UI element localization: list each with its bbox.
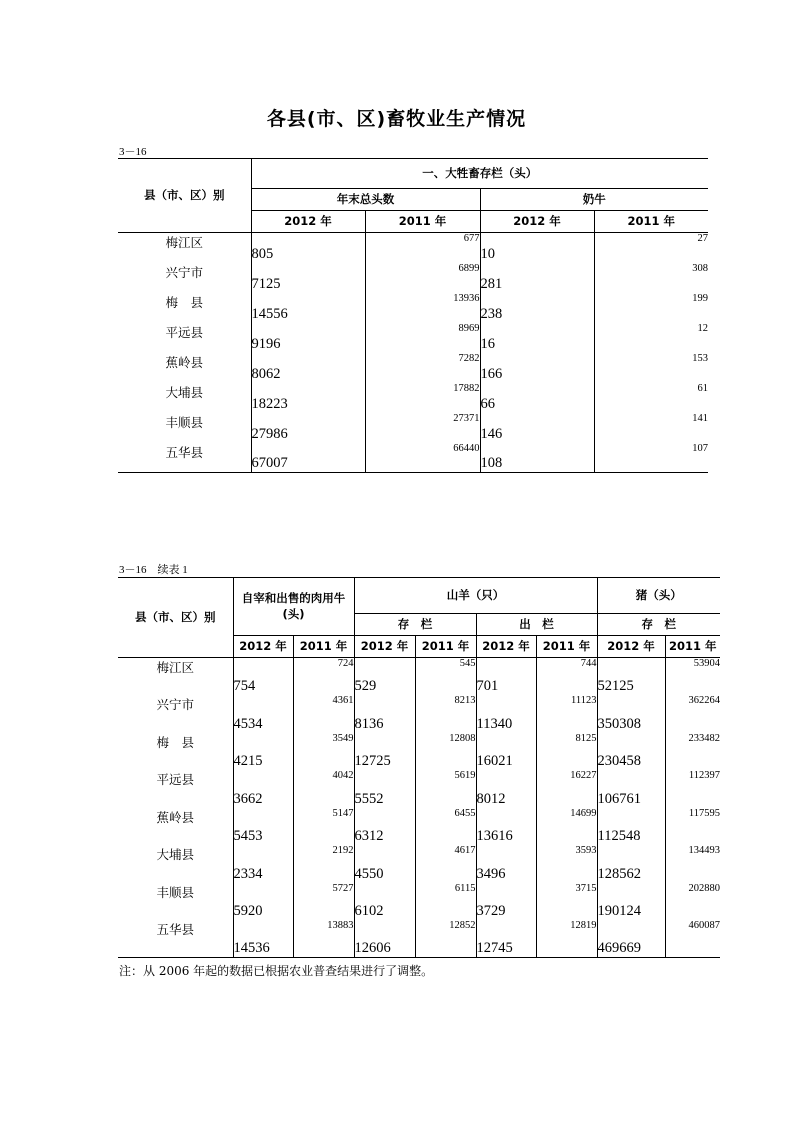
footnote: 注：从 2006 年起的数据已根据农业普查结果进行了调整。 <box>119 964 434 978</box>
value-2012: 112548 <box>597 808 665 846</box>
value-2011: 8213 <box>415 695 476 733</box>
value-2012: 7125 <box>251 263 365 293</box>
county-name: 平远县 <box>118 323 251 353</box>
county-name: 大埔县 <box>118 845 233 883</box>
value-2011: 11123 <box>536 695 597 733</box>
value-2011: 5619 <box>415 770 476 808</box>
county-name: 兴宁市 <box>118 263 251 293</box>
county-name: 五华县 <box>118 920 233 958</box>
value-2012: 66 <box>480 383 594 413</box>
value-2012: 350308 <box>597 695 665 733</box>
value-2012: 12745 <box>476 920 536 958</box>
value-2011: 5147 <box>293 808 354 846</box>
page-title: 各县(市、区)畜牧业生产情况 <box>266 108 527 130</box>
value-2011: 3549 <box>293 733 354 771</box>
value-2011: 27371 <box>365 413 480 443</box>
value-2012: 8136 <box>354 695 415 733</box>
value-2011: 117595 <box>665 808 720 846</box>
value-2012: 238 <box>480 293 594 323</box>
county-name: 丰顺县 <box>118 883 233 921</box>
year-header: 2012 年 <box>597 636 665 658</box>
value-2012: 8012 <box>476 770 536 808</box>
value-2012: 12606 <box>354 920 415 958</box>
value-2011: 13936 <box>365 293 480 323</box>
county-name: 蕉岭县 <box>118 808 233 846</box>
table-row <box>118 695 720 733</box>
value-2012: 14556 <box>251 293 365 323</box>
value-2012: 9196 <box>251 323 365 353</box>
year-header: 2012 年 <box>354 636 415 658</box>
value-2011: 7282 <box>365 353 480 383</box>
table-row <box>118 353 708 383</box>
value-2012: 190124 <box>597 883 665 921</box>
value-2012: 6102 <box>354 883 415 921</box>
value-2011: 134493 <box>665 845 720 883</box>
value-2012: 10 <box>480 233 594 263</box>
value-2011: 66440 <box>365 443 480 473</box>
value-2012: 3729 <box>476 883 536 921</box>
value-2011: 308 <box>594 263 708 293</box>
value-2012: 5552 <box>354 770 415 808</box>
value-2012: 3496 <box>476 845 536 883</box>
value-2012: 4215 <box>233 733 293 771</box>
value-2011: 112397 <box>665 770 720 808</box>
livestock-table-continued <box>118 577 720 958</box>
value-2011: 233482 <box>665 733 720 771</box>
year-header: 2012 年 <box>476 636 536 658</box>
dairy-cow-header: 奶牛 <box>480 189 708 211</box>
value-2011: 4361 <box>293 695 354 733</box>
value-2012: 14536 <box>233 920 293 958</box>
value-2012: 754 <box>233 658 293 696</box>
year-header: 2012 年 <box>251 211 365 233</box>
table2-number: 3－16 续表 1 <box>119 564 188 576</box>
value-2011: 12 <box>594 323 708 353</box>
year-header: 2011 年 <box>415 636 476 658</box>
value-2012: 701 <box>476 658 536 696</box>
county-name: 丰顺县 <box>118 413 251 443</box>
value-2011: 14699 <box>536 808 597 846</box>
year-header: 2011 年 <box>365 211 480 233</box>
year-header: 2011 年 <box>665 636 720 658</box>
livestock-table <box>118 158 708 473</box>
table-row <box>118 293 708 323</box>
value-2012: 146 <box>480 413 594 443</box>
table-row <box>118 920 720 958</box>
table-row <box>118 808 720 846</box>
value-2011: 6455 <box>415 808 476 846</box>
value-2011: 677 <box>365 233 480 263</box>
value-2012: 805 <box>251 233 365 263</box>
value-2012: 11340 <box>476 695 536 733</box>
value-2011: 4042 <box>293 770 354 808</box>
value-2011: 13883 <box>293 920 354 958</box>
row-header: 县（市、区）别 <box>118 159 251 233</box>
goat-out-header: 出 栏 <box>476 614 597 636</box>
county-name: 兴宁市 <box>118 695 233 733</box>
large-livestock-header: 一、大牲畜存栏（头） <box>251 159 708 189</box>
value-2011: 545 <box>415 658 476 696</box>
value-2011: 460087 <box>665 920 720 958</box>
pig-stock-header: 存 栏 <box>597 614 720 636</box>
value-2012: 5453 <box>233 808 293 846</box>
value-2011: 199 <box>594 293 708 323</box>
year-header: 2011 年 <box>536 636 597 658</box>
value-2011: 6899 <box>365 263 480 293</box>
value-2012: 16021 <box>476 733 536 771</box>
value-2012: 106761 <box>597 770 665 808</box>
value-2012: 128562 <box>597 845 665 883</box>
value-2012: 16 <box>480 323 594 353</box>
value-2012: 4534 <box>233 695 293 733</box>
value-2011: 107 <box>594 443 708 473</box>
value-2012: 5920 <box>233 883 293 921</box>
value-2011: 3715 <box>536 883 597 921</box>
value-2012: 4550 <box>354 845 415 883</box>
value-2012: 2334 <box>233 845 293 883</box>
table-row <box>118 443 708 473</box>
year-header: 2012 年 <box>233 636 293 658</box>
value-2012: 18223 <box>251 383 365 413</box>
value-2012: 67007 <box>251 443 365 473</box>
value-2012: 108 <box>480 443 594 473</box>
value-2011: 16227 <box>536 770 597 808</box>
table-row <box>118 233 708 263</box>
county-name: 梅 县 <box>118 733 233 771</box>
table-row <box>118 845 720 883</box>
table-row <box>118 658 720 696</box>
value-2012: 469669 <box>597 920 665 958</box>
value-2011: 744 <box>536 658 597 696</box>
county-name: 大埔县 <box>118 383 251 413</box>
value-2011: 61 <box>594 383 708 413</box>
value-2011: 141 <box>594 413 708 443</box>
year-header: 2011 年 <box>293 636 354 658</box>
county-name: 梅 县 <box>118 293 251 323</box>
value-2012: 8062 <box>251 353 365 383</box>
value-2012: 27986 <box>251 413 365 443</box>
county-name: 梅江区 <box>118 233 251 263</box>
table-row <box>118 413 708 443</box>
value-2012: 529 <box>354 658 415 696</box>
value-2012: 281 <box>480 263 594 293</box>
year-header: 2012 年 <box>480 211 594 233</box>
value-2011: 153 <box>594 353 708 383</box>
value-2012: 13616 <box>476 808 536 846</box>
table-row <box>118 733 720 771</box>
value-2011: 2192 <box>293 845 354 883</box>
goat-stock-header: 存 栏 <box>354 614 476 636</box>
value-2011: 3593 <box>536 845 597 883</box>
value-2011: 362264 <box>665 695 720 733</box>
county-name: 梅江区 <box>118 658 233 696</box>
value-2011: 27 <box>594 233 708 263</box>
value-2011: 6115 <box>415 883 476 921</box>
value-2011: 12808 <box>415 733 476 771</box>
row-header: 县（市、区）别 <box>118 578 233 658</box>
value-2012: 6312 <box>354 808 415 846</box>
value-2011: 202880 <box>665 883 720 921</box>
value-2012: 166 <box>480 353 594 383</box>
beef-cattle-header: 自宰和出售的肉用牛(头) <box>233 578 354 636</box>
value-2011: 12852 <box>415 920 476 958</box>
value-2011: 8125 <box>536 733 597 771</box>
value-2012: 52125 <box>597 658 665 696</box>
county-name: 平远县 <box>118 770 233 808</box>
year-header: 2011 年 <box>594 211 708 233</box>
pig-header: 猪（头） <box>597 578 720 614</box>
table-row <box>118 883 720 921</box>
goat-header: 山羊（只） <box>354 578 597 614</box>
value-2012: 3662 <box>233 770 293 808</box>
table-row <box>118 323 708 353</box>
value-2011: 5727 <box>293 883 354 921</box>
table-row <box>118 770 720 808</box>
value-2012: 230458 <box>597 733 665 771</box>
table-row <box>118 263 708 293</box>
table-row <box>118 383 708 413</box>
value-2011: 53904 <box>665 658 720 696</box>
value-2011: 12819 <box>536 920 597 958</box>
value-2011: 4617 <box>415 845 476 883</box>
county-name: 蕉岭县 <box>118 353 251 383</box>
value-2011: 17882 <box>365 383 480 413</box>
value-2012: 12725 <box>354 733 415 771</box>
table1-number: 3－16 <box>119 146 147 158</box>
value-2011: 8969 <box>365 323 480 353</box>
value-2011: 724 <box>293 658 354 696</box>
county-name: 五华县 <box>118 443 251 473</box>
total-head-header: 年末总头数 <box>251 189 480 211</box>
